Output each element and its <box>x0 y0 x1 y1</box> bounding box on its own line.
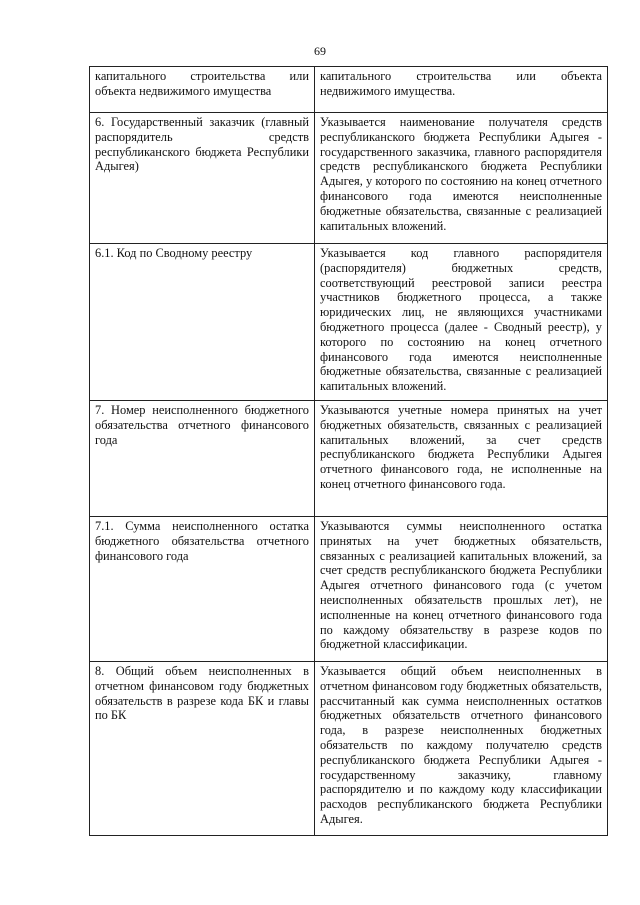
field-name-cell: 6. Государственный заказчик (главный распорядитель средств республиканского бюджета Республики Адыгея) <box>90 113 315 244</box>
field-description-cell: капитального строительства или объекта недвижимого имущества. <box>315 67 608 113</box>
field-name-cell: 8. Общий объем неисполненных в отчетном финансовом году бюджетных обязательств в разрезе кода БК и главы по БК <box>90 662 315 836</box>
field-name-cell: капитального строительства или объекта недвижимого имущества <box>90 67 315 113</box>
field-description-cell: Указывается наименование получателя средств республиканского бюджета Республики Адыгея - государственного заказчика, главного распорядителя средств республиканского бюджета Республики Адыгея, у которого по состоянию на конец отчетного финансового года имеются неисполненные бюджетные обязательства, связанные с реализацией капитальных вложений. <box>315 113 608 244</box>
field-description-cell: Указываются учетные номера принятых на учет бюджетных обязательств, связанных с реализацией капитальных вложений, за счет средств республиканского бюджета Республики Адыгея отчетного финансового года, не исполненные на конец отчетного финансового года. <box>315 401 608 517</box>
instructions-table <box>89 66 608 836</box>
field-name-cell: 7.1. Сумма неисполненного остатка бюджетного обязательства отчетного финансового года <box>90 517 315 662</box>
field-name-cell: 7. Номер неисполненного бюджетного обязательства отчетного финансового года <box>90 401 315 517</box>
field-description-cell: Указывается общий объем неисполненных в отчетном финансовом году бюджетных обязательств, рассчитанный как сумма неисполненных остатков бюджетных обязательств отчетного финансового года, в разрезе неисполненных бюджетных обязательств по каждому получателю средств республиканского бюджета Республики Адыгея - государственному заказчику, главному распорядителю и по каждому коду классификации расходов республиканского бюджета Республики Адыгея. <box>315 662 608 836</box>
page-number: 69 <box>314 44 326 58</box>
table-row <box>90 517 608 662</box>
table-row <box>90 113 608 244</box>
table-row <box>90 662 608 836</box>
field-description-cell: Указывается код главного распорядителя (распорядителя) бюджетных средств, соответствующий реестровой записи реестра участников бюджетного процесса, а также юридических лиц, не являющихся участниками бюджетного процесса (далее - Сводный реестр), у которого по состоянию на конец отчетного финансового года имеются неисполненные бюджетные обязательства, связанные с реализацией капитальных вложений. <box>315 244 608 401</box>
table-row <box>90 67 608 113</box>
field-name-cell: 6.1. Код по Сводному реестру <box>90 244 315 401</box>
field-description-cell: Указываются суммы неисполненного остатка принятых на учет бюджетных обязательств, связанных с реализацией капитальных вложений, за счет средств республиканского бюджета Республики Адыгея отчетного финансового года (с учетом неисполненных обязательств прошлых лет), не исполненные на конец отчетного финансового года по каждому обязательству в разрезе кодов по бюджетной классификации. <box>315 517 608 662</box>
table-row <box>90 244 608 401</box>
table-row <box>90 401 608 517</box>
